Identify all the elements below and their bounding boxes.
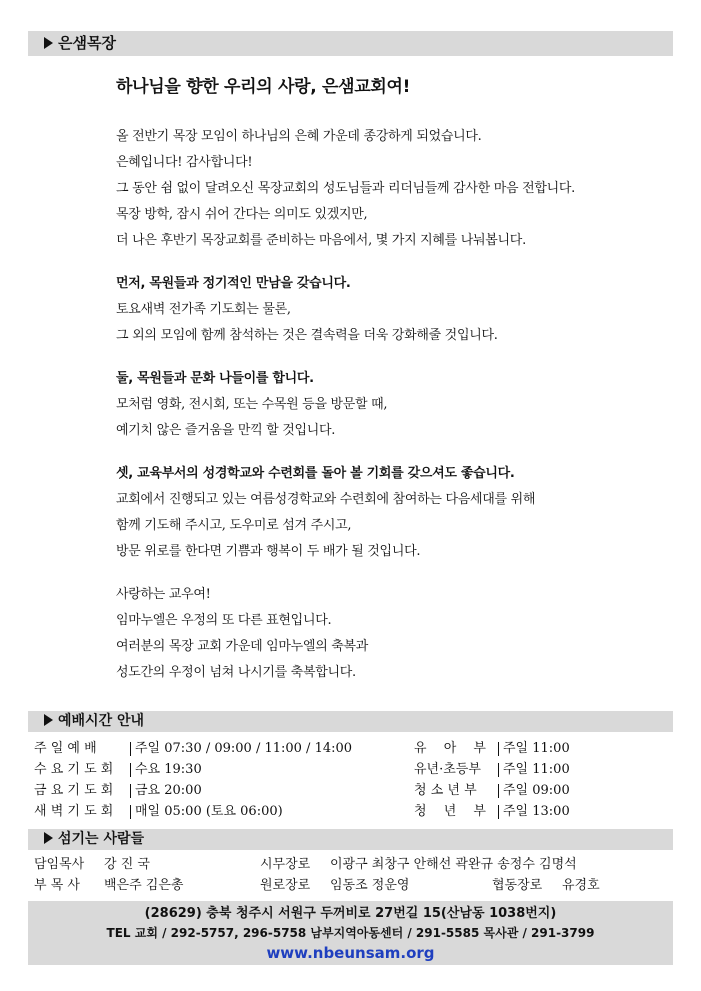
letter-line: 그 외의 모임에 함께 참석하는 것은 결속력을 더욱 강화해줄 것입니다. — [116, 328, 498, 343]
section-title: 예배시간 안내 — [58, 713, 145, 729]
letter-line: 사랑하는 교우여! — [116, 587, 211, 602]
letter-line: 함께 기도해 주시고, 도우미로 섬겨 주시고, — [116, 518, 352, 533]
letter-paragraph-4 — [116, 461, 676, 565]
church-website-link[interactable]: www.nbeunsam.org — [266, 944, 435, 962]
letter-line: 토요새벽 전가족 기도회는 물론, — [116, 302, 291, 317]
elder-role: 시무장로 — [260, 857, 311, 872]
section-title: 섬기는 사람들 — [58, 831, 145, 847]
staff-row — [34, 875, 674, 896]
service-time: 주일 13:00 — [503, 804, 570, 819]
section-header-worship-times — [28, 711, 673, 732]
letter-line: 예기치 않은 즐거움을 만끽 할 것입니다. — [116, 423, 336, 438]
department-name: 청 년 부 — [414, 804, 486, 819]
cooperating-elder-names: 유경호 — [562, 878, 600, 893]
service-time: 주일 11:00 — [503, 762, 570, 777]
page-headline: 하나님을 향한 우리의 사랑, 은샘교회여! — [116, 77, 411, 97]
schedule-row — [414, 801, 570, 822]
section-header-servants — [28, 829, 673, 850]
church-contact-footer — [28, 901, 673, 965]
letter-line: 그 동안 쉼 없이 달려오신 목장교회의 성도님들과 리더님들께 감사한 마음 전합니다. — [116, 181, 575, 196]
letter-paragraph-5 — [116, 582, 676, 686]
letter-line: 올 전반기 목장 모임이 하나님의 은혜 가운데 종강하게 되었습니다. — [116, 129, 482, 144]
associate-pastor-role: 부 목 사 — [34, 878, 80, 893]
letter-line: 여러분의 목장 교회 가운데 임마누엘의 축복과 — [116, 639, 369, 654]
schedule-row — [34, 801, 352, 822]
schedule-row — [414, 759, 570, 780]
service-time: 수요 19:30 — [135, 762, 202, 777]
service-name: 수 요 기 도 회 — [34, 762, 114, 777]
letter-line: 모처럼 영화, 전시회, 또는 수목원 등을 방문할 때, — [116, 397, 388, 412]
pastoral-letter — [116, 124, 676, 703]
service-time: 매일 05:00 (토요 06:00) — [135, 804, 283, 819]
service-name: 금 요 기 도 회 — [34, 783, 114, 798]
triangle-right-icon — [44, 37, 53, 49]
triangle-right-icon — [44, 714, 53, 726]
letter-line: 방문 위로를 한다면 기쁨과 행복이 두 배가 될 것입니다. — [116, 544, 421, 559]
letter-line: 교회에서 진행되고 있는 여름성경학교와 수련회에 참여하는 다음세대를 위해 — [116, 492, 536, 507]
letter-paragraph-2 — [116, 271, 676, 349]
emeritus-elder-names: 임동조 정운영 — [330, 878, 410, 893]
triangle-right-icon — [44, 832, 53, 844]
worship-schedule-adult — [34, 738, 352, 822]
letter-paragraph-1 — [116, 124, 676, 254]
service-time: 주일 09:00 — [503, 783, 570, 798]
service-time: 주일 07:30 / 09:00 / 11:00 / 14:00 — [135, 741, 353, 756]
department-name: 유년·초등부 — [414, 762, 481, 777]
letter-line: 목장 방학, 잠시 쉬어 간다는 의미도 있겠지만, — [116, 207, 368, 222]
schedule-row — [414, 738, 570, 759]
senior-pastor-role: 담임목사 — [34, 857, 85, 872]
letter-paragraph-3 — [116, 366, 676, 444]
church-phone-numbers: TEL 교회 / 292-5757, 296-5758 남부지역아동센터 / 291-5585 목사관 / 291-3799 — [106, 926, 595, 940]
church-address: (28629) 충북 청주시 서원구 두꺼비로 27번길 15(산남동 1038번지) — [144, 906, 557, 921]
elder-names: 이광구 최창구 안해선 곽완규 송정수 김명석 — [330, 857, 577, 872]
associate-pastor-names: 백은주 김은총 — [104, 878, 184, 893]
letter-point-heading: 둘, 목원들과 문화 나들이를 합니다. — [116, 371, 314, 386]
schedule-row — [34, 759, 352, 780]
staff-list — [34, 854, 674, 896]
staff-row — [34, 854, 674, 875]
letter-point-heading: 셋, 교육부서의 성경학교와 수련회를 돌아 볼 기회를 갖으셔도 좋습니다. — [116, 466, 515, 481]
department-name: 유 아 부 — [414, 741, 486, 756]
worship-schedule-education — [414, 738, 570, 822]
letter-line: 은혜입니다! 감사합니다! — [116, 155, 253, 170]
schedule-row — [414, 780, 570, 801]
service-name: 주 일 예 배 — [34, 741, 97, 756]
department-name: 청 소 년 부 — [414, 783, 477, 798]
service-time: 금요 20:00 — [135, 783, 202, 798]
schedule-row — [34, 738, 352, 759]
cooperating-elder-role: 협동장로 — [492, 878, 543, 893]
section-title: 은샘목장 — [58, 34, 116, 52]
emeritus-elder-role: 원로장로 — [260, 878, 311, 893]
section-header-eunsam-mokjang — [28, 31, 673, 56]
letter-line: 더 나은 후반기 목장교회를 준비하는 마음에서, 몇 가지 지혜를 나눠봅니다. — [116, 233, 526, 248]
schedule-row — [34, 780, 352, 801]
service-time: 주일 11:00 — [503, 741, 570, 756]
letter-point-heading: 먼저, 목원들과 정기적인 만남을 갖습니다. — [116, 276, 351, 291]
service-name: 새 벽 기 도 회 — [34, 804, 114, 819]
senior-pastor-name: 강 진 국 — [104, 857, 150, 872]
letter-line: 성도간의 우정이 넘쳐 나시기를 축복합니다. — [116, 665, 356, 680]
letter-line: 임마누엘은 우정의 또 다른 표현입니다. — [116, 613, 332, 628]
